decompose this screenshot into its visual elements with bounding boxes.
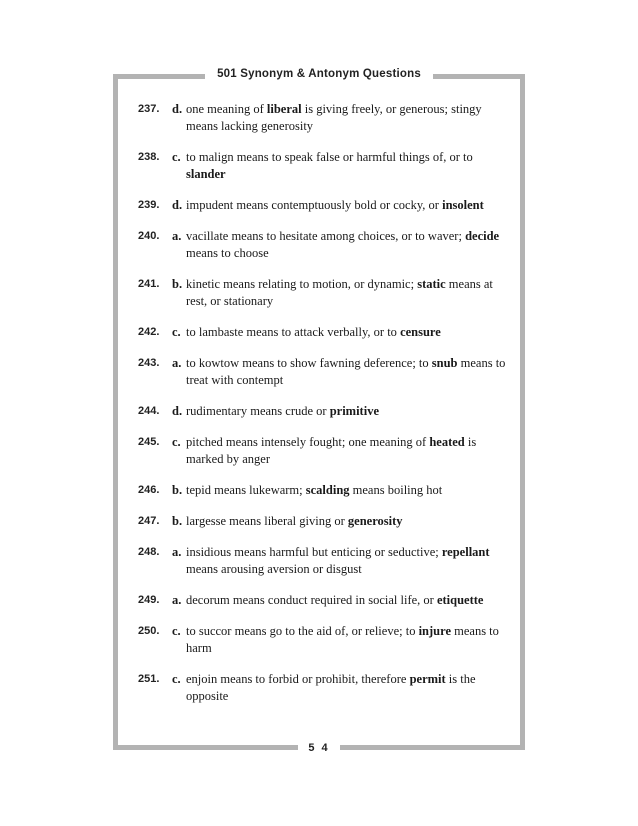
explanation-text: vacillate means to hesitate among choices, or to waver; [186,229,466,243]
answer-letter: b. [172,514,183,528]
question-number: 239. [138,199,160,211]
answer-explanation [186,482,518,499]
answer-entry [138,355,518,389]
answer-letter: a. [172,229,182,243]
page-footer [0,738,638,757]
answer-entry [138,324,518,341]
answer-letter: d. [172,198,183,212]
answer-explanation [186,276,518,310]
answer-entry [138,403,518,420]
explanation-line2: rest, or stationary [186,294,274,308]
answer-word: primitive [329,404,379,418]
answer-letter: d. [172,404,183,418]
page-number: 5 4 [298,739,339,757]
explanation-line2: means arousing aversion or disgust [186,562,362,576]
answer-letter: b. [172,483,183,497]
answer-word: static [417,277,446,291]
answer-word: insolent [442,198,484,212]
explanation-line2: means lacking generosity [186,119,314,133]
explanation-text: to malign means to speak false or harmful things of, or to [186,150,473,164]
answer-letter: a. [172,356,182,370]
answer-explanation [186,623,518,657]
explanation-text: tepid means lukewarm; [186,483,306,497]
explanation-line2: opposite [186,689,229,703]
question-number: 245. [138,436,160,448]
answer-explanation [186,403,518,420]
answer-entry [138,228,518,262]
explanation-text: to lambaste means to attack verbally, or to [186,325,401,339]
explanation-line2: marked by anger [186,452,270,466]
answer-explanation [186,592,518,609]
question-number: 240. [138,230,160,242]
explanation-text-end: is giving freely, or generous; stingy [301,102,482,116]
answer-letter: a. [172,545,182,559]
answer-entry [138,513,518,530]
explanation-text: to succor means go to the aid of, or relieve; to [186,624,419,638]
answer-word: repellant [441,545,490,559]
answer-entry [138,482,518,499]
answer-explanation [186,324,518,341]
question-number: 244. [138,405,160,417]
page-header [0,64,638,84]
answer-word: generosity [347,514,403,528]
explanation-text-end: means to [457,356,506,370]
answer-word: heated [429,435,465,449]
question-number: 242. [138,326,160,338]
answer-word-line2: slander [186,167,226,181]
answer-explanation [186,513,518,530]
answer-explanation [186,101,518,135]
answer-word: injure [418,624,451,638]
answer-word: decide [465,229,500,243]
header-title: 501 Synonym & Antonym Questions [205,64,433,84]
question-number: 247. [138,515,160,527]
answer-word: liberal [266,102,302,116]
question-number: 248. [138,546,160,558]
answer-word: permit [409,672,446,686]
answer-word: censure [400,325,441,339]
answer-entry [138,434,518,468]
question-number: 237. [138,103,160,115]
question-number: 246. [138,484,160,496]
answer-explanation [186,149,518,183]
answer-entry [138,149,518,183]
question-number: 251. [138,673,160,685]
explanation-text-end: means to [451,624,499,638]
explanation-text-end: means at [445,277,493,291]
answer-letter: c. [172,435,181,449]
answer-letter: c. [172,150,181,164]
answer-explanation [186,228,518,262]
question-number: 238. [138,151,160,163]
answer-explanation [186,671,518,705]
answer-word: snub [431,356,458,370]
answer-letter: c. [172,325,181,339]
answer-letter: a. [172,593,182,607]
explanation-text: one meaning of [186,102,267,116]
answer-letter: d. [172,102,183,116]
explanation-text: pitched means intensely fought; one meaning of [186,435,430,449]
explanation-text: impudent means contemptuously bold or cocky, or [186,198,443,212]
answer-entry [138,671,518,705]
answer-letter: b. [172,277,183,291]
answer-explanation [186,197,518,214]
answer-entry [138,592,518,609]
explanation-text: enjoin means to forbid or prohibit, therefore [186,672,410,686]
answer-entry [138,197,518,214]
explanation-line2: treat with contempt [186,373,284,387]
answer-explanation [186,544,518,578]
answer-entry [138,276,518,310]
explanation-text: decorum means conduct required in social life, or [186,593,437,607]
explanation-text-end: is [464,435,477,449]
question-number: 250. [138,625,160,637]
question-number: 241. [138,278,160,290]
explanation-text: rudimentary means crude or [186,404,330,418]
answer-explanation [186,434,518,468]
answer-word: etiquette [436,593,484,607]
explanation-text: largesse means liberal giving or [186,514,348,528]
explanation-line2: harm [186,641,212,655]
explanation-text: kinetic means relating to motion, or dynamic; [186,277,418,291]
question-number: 243. [138,357,160,369]
answer-entry [138,623,518,657]
explanation-text: insidious means harmful but enticing or seductive; [186,545,442,559]
answer-entry [138,544,518,578]
explanation-line2: means to choose [186,246,269,260]
answer-word: scalding [305,483,350,497]
answer-letter: c. [172,624,181,638]
answer-explanation [186,355,518,389]
explanation-text-end: means boiling hot [349,483,443,497]
explanation-text-end: is the [445,672,476,686]
explanation-text: to kowtow means to show fawning deference; to [186,356,432,370]
question-number: 249. [138,594,160,606]
answer-entry [138,101,518,135]
answer-letter: c. [172,672,181,686]
answer-list [138,101,518,719]
